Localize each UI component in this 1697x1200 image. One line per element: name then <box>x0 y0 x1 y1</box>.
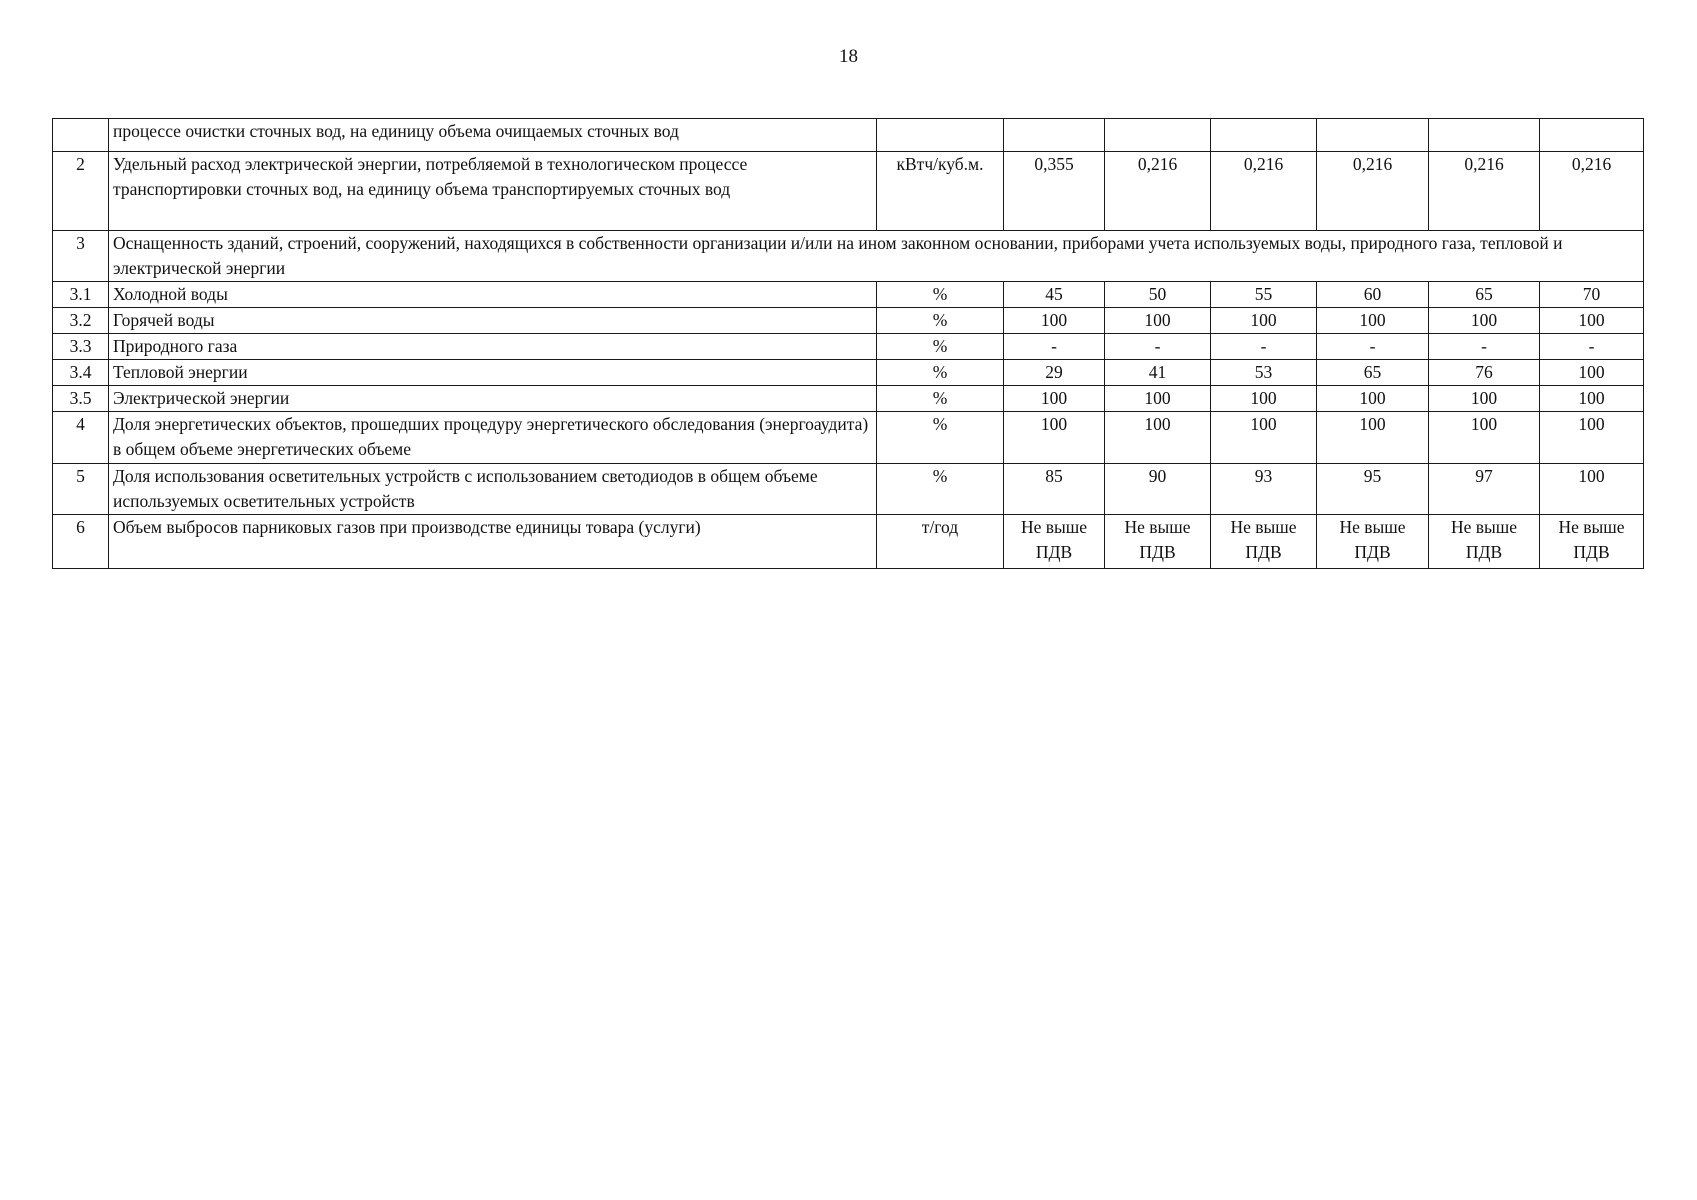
value-cell: 100 <box>1004 386 1105 412</box>
row-number: 4 <box>53 412 109 464</box>
indicator-name: Доля энергетических объектов, прошедших процедуру энергетического обследования (энергоаудита) в общем объеме энергетических объеме <box>109 412 877 464</box>
value-cell: 0,355 <box>1004 152 1105 231</box>
row-number: 5 <box>53 464 109 515</box>
value-cell: 0,216 <box>1211 152 1317 231</box>
table-row <box>53 119 1644 152</box>
row-number: 3.5 <box>53 386 109 412</box>
indicator-name: Горячей воды <box>109 308 877 334</box>
value-line: Не выше <box>1020 517 1088 537</box>
row-number: 2 <box>53 152 109 231</box>
value-line: ПДВ <box>1139 542 1176 562</box>
value-cell: 50 <box>1105 282 1211 308</box>
row-number: 6 <box>53 515 109 569</box>
value-cell: - <box>1317 334 1429 360</box>
unit-cell: % <box>877 386 1004 412</box>
value-cell <box>1004 119 1105 152</box>
value-line: ПДВ <box>1465 542 1503 562</box>
value-cell <box>1004 515 1105 569</box>
value-line: Не выше <box>1558 517 1625 537</box>
value-cell: - <box>1105 334 1211 360</box>
indicator-name: Оснащенность зданий, строений, сооружений, находящихся в собственности организации и/или на ином законном основании, приборами учета используемых воды, природного газа, тепловой и электрической энергии <box>109 231 1644 282</box>
value-cell: 100 <box>1540 386 1644 412</box>
value-cell: 65 <box>1317 360 1429 386</box>
value-cell <box>1429 119 1540 152</box>
value-cell <box>1211 515 1317 569</box>
unit-cell: % <box>877 308 1004 334</box>
row-number: 3 <box>53 231 109 282</box>
value-cell: 100 <box>1004 412 1105 464</box>
value-line: ПДВ <box>1573 542 1610 562</box>
value-cell: 100 <box>1540 464 1644 515</box>
value-line: ПДВ <box>1245 542 1282 562</box>
value-cell: 0,216 <box>1105 152 1211 231</box>
unit-cell: % <box>877 334 1004 360</box>
unit-cell: % <box>877 360 1004 386</box>
value-line: Не выше <box>1339 517 1406 537</box>
value-cell: 93 <box>1211 464 1317 515</box>
indicators-table <box>52 118 1644 569</box>
value-cell: - <box>1540 334 1644 360</box>
value-cell: 100 <box>1105 308 1211 334</box>
value-cell: 0,216 <box>1429 152 1540 231</box>
row-number: 3.1 <box>53 282 109 308</box>
row-number: 3.2 <box>53 308 109 334</box>
value-cell: 100 <box>1004 308 1105 334</box>
indicator-name: Доля использования осветительных устройств с использованием светодиодов в общем объеме используемых осветительных устройств <box>109 464 877 515</box>
value-cell: 100 <box>1211 412 1317 464</box>
indicator-name: процессе очистки сточных вод, на единицу объема очищаемых сточных вод <box>109 119 877 152</box>
value-cell: 100 <box>1429 412 1540 464</box>
value-cell: 100 <box>1317 308 1429 334</box>
value-cell: 29 <box>1004 360 1105 386</box>
table-row <box>53 152 1644 231</box>
indicator-name: Удельный расход электрической энергии, потребляемой в технологическом процессе транспортировки сточных вод, на единицу объема транспортируемых сточных вод <box>109 152 877 231</box>
table-row <box>53 231 1644 282</box>
value-cell <box>1429 515 1540 569</box>
value-cell: 65 <box>1429 282 1540 308</box>
row-number: 3.4 <box>53 360 109 386</box>
value-cell: 76 <box>1429 360 1540 386</box>
value-cell: 45 <box>1004 282 1105 308</box>
value-cell <box>1540 515 1644 569</box>
value-line: Не выше <box>1124 517 1191 537</box>
unit-cell: % <box>877 464 1004 515</box>
table-row <box>53 515 1644 569</box>
table-row <box>53 386 1644 412</box>
value-cell: 95 <box>1317 464 1429 515</box>
value-cell: 97 <box>1429 464 1540 515</box>
value-cell <box>1105 515 1211 569</box>
value-cell: 100 <box>1211 386 1317 412</box>
value-line: Не выше <box>1230 517 1297 537</box>
indicator-name: Тепловой энергии <box>109 360 877 386</box>
value-cell <box>1211 119 1317 152</box>
value-cell: 70 <box>1540 282 1644 308</box>
value-cell: 0,216 <box>1317 152 1429 231</box>
value-line: ПДВ <box>1035 542 1073 562</box>
table-row <box>53 334 1644 360</box>
value-cell: 60 <box>1317 282 1429 308</box>
unit-cell: кВтч/куб.м. <box>877 152 1004 231</box>
value-cell: 41 <box>1105 360 1211 386</box>
value-cell <box>1105 119 1211 152</box>
value-cell <box>1317 515 1429 569</box>
value-cell: 100 <box>1540 412 1644 464</box>
value-cell: 85 <box>1004 464 1105 515</box>
unit-cell: % <box>877 282 1004 308</box>
unit-cell <box>877 119 1004 152</box>
page-number: 18 <box>839 46 858 67</box>
value-cell: - <box>1004 334 1105 360</box>
table-row <box>53 464 1644 515</box>
unit-cell: % <box>877 412 1004 464</box>
indicators-table-wrap <box>52 118 1643 569</box>
value-cell: 100 <box>1429 308 1540 334</box>
value-line: Не выше <box>1450 517 1518 537</box>
value-line: ПДВ <box>1354 542 1391 562</box>
indicator-name: Объем выбросов парниковых газов при производстве единицы товара (услуги) <box>109 515 877 569</box>
value-cell <box>1317 119 1429 152</box>
value-cell: 100 <box>1540 360 1644 386</box>
row-number <box>53 119 109 152</box>
table-row <box>53 282 1644 308</box>
row-number: 3.3 <box>53 334 109 360</box>
value-cell: 55 <box>1211 282 1317 308</box>
indicator-name: Холодной воды <box>109 282 877 308</box>
value-cell: 100 <box>1317 386 1429 412</box>
table-row <box>53 308 1644 334</box>
value-cell: - <box>1429 334 1540 360</box>
value-cell: 100 <box>1317 412 1429 464</box>
value-cell: 0,216 <box>1540 152 1644 231</box>
value-cell: 100 <box>1540 308 1644 334</box>
value-cell: 100 <box>1211 308 1317 334</box>
indicator-name: Электрической энергии <box>109 386 877 412</box>
value-cell: 100 <box>1105 386 1211 412</box>
value-cell: - <box>1211 334 1317 360</box>
value-cell: 100 <box>1429 386 1540 412</box>
value-cell <box>1540 119 1644 152</box>
unit-cell: т/год <box>877 515 1004 569</box>
indicator-name: Природного газа <box>109 334 877 360</box>
value-cell: 90 <box>1105 464 1211 515</box>
table-row <box>53 412 1644 464</box>
value-cell: 53 <box>1211 360 1317 386</box>
table-row <box>53 360 1644 386</box>
value-cell: 100 <box>1105 412 1211 464</box>
